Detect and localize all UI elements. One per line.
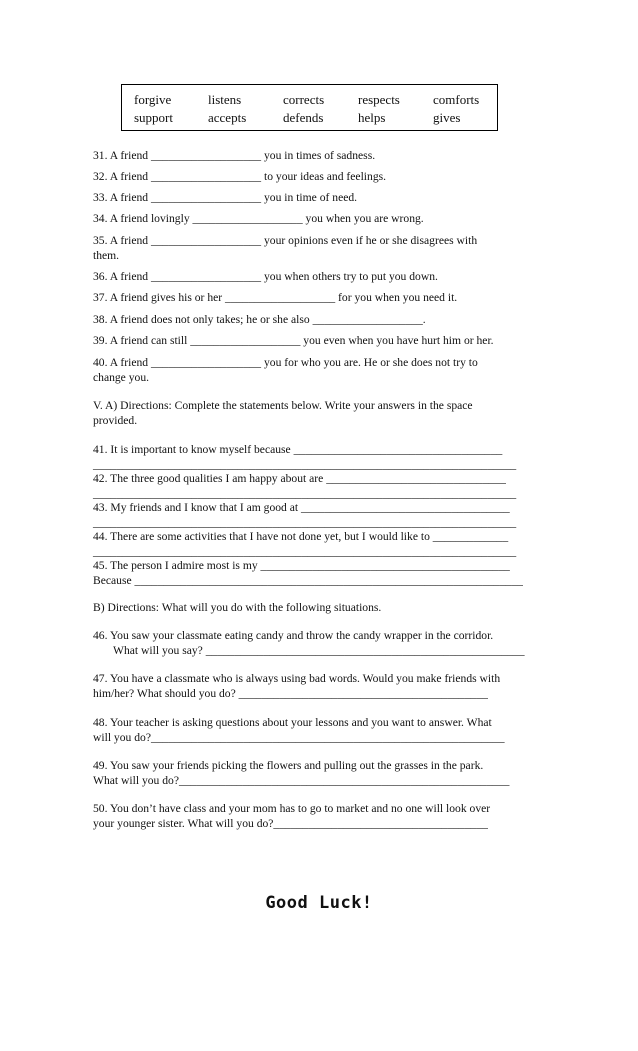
section-b-directions: B) Directions: What will you do with the following situations. bbox=[93, 601, 382, 614]
question-47: 47. You have a classmate who is always using bad words. Would you make friends with bbox=[93, 672, 501, 685]
question-31: 31. A friend ___________________ you in times of sadness. bbox=[93, 149, 376, 162]
question-35: 35. A friend ___________________ your opinions even if he or she disagrees with bbox=[93, 234, 478, 247]
question-32: 32. A friend ___________________ to your ideas and feelings. bbox=[93, 170, 387, 183]
word-bank-word: gives bbox=[433, 110, 461, 125]
question-49: 49. You saw your friends picking the flowers and pulling out the grasses in the park. bbox=[93, 759, 484, 772]
question-33: 33. A friend ___________________ you in time of need. bbox=[93, 191, 358, 204]
question-40-continued: change you. bbox=[93, 371, 150, 384]
word-bank-word: helps bbox=[358, 110, 386, 125]
question-39: 39. A friend can still ___________________ you even when you have hurt him or her. bbox=[93, 334, 494, 347]
closing-good-luck: Good Luck! bbox=[265, 893, 373, 913]
question-40: 40. A friend ___________________ you for who you are. He or she does not try to bbox=[93, 356, 478, 369]
question-50: 50. You don’t have class and your mom has to go to market and no one will look over bbox=[93, 802, 491, 815]
answer-line-44: _________________________________________________________________________ bbox=[93, 545, 517, 558]
answer-line-42: _________________________________________________________________________ bbox=[93, 487, 517, 500]
word-bank-word: accepts bbox=[208, 110, 247, 125]
question-48: 48. Your teacher is asking questions about your lessons and you want to answer. What bbox=[93, 716, 492, 729]
question-46: 46. You saw your classmate eating candy and throw the candy wrapper in the corridor. bbox=[93, 629, 494, 642]
word-bank-word: listens bbox=[208, 92, 242, 107]
question-49-prompt: What will you do?_________________________________________________________ bbox=[93, 774, 510, 787]
word-bank-word: corrects bbox=[283, 92, 325, 107]
question-45: 45. The person I admire most is my ___________________________________________ bbox=[93, 559, 510, 572]
question-46-prompt: What will you say? _______________________________________________________ bbox=[113, 644, 525, 657]
word-bank-word: support bbox=[134, 110, 173, 125]
question-37: 37. A friend gives his or her ___________________ for you when you need it. bbox=[93, 291, 458, 304]
question-44: 44. There are some activities that I have not done yet, but I would like to _____________ bbox=[93, 530, 509, 543]
question-50-prompt: your younger sister. What will you do?_____________________________________ bbox=[93, 817, 488, 830]
question-48-prompt: will you do?_____________________________________________________________ bbox=[93, 731, 505, 744]
question-41: 41. It is important to know myself because ____________________________________ bbox=[93, 443, 503, 456]
word-bank-word: defends bbox=[283, 110, 324, 125]
section-v-directions-continued: provided. bbox=[93, 414, 138, 427]
question-34: 34. A friend lovingly ___________________ you when you are wrong. bbox=[93, 212, 424, 225]
question-38: 38. A friend does not only takes; he or she also ___________________. bbox=[93, 313, 426, 326]
word-bank-word: forgive bbox=[134, 92, 172, 107]
answer-line-45-because: Because ___________________________________________________________________ bbox=[93, 574, 523, 587]
word-bank-box bbox=[121, 84, 498, 131]
question-36: 36. A friend ___________________ you when others try to put you down. bbox=[93, 270, 438, 283]
question-35-continued: them. bbox=[93, 249, 120, 262]
word-bank-word: respects bbox=[358, 92, 400, 107]
word-bank-row-2 bbox=[122, 110, 497, 126]
answer-line-41: _________________________________________________________________________ bbox=[93, 458, 517, 471]
question-47-prompt: him/her? What should you do? ___________________________________________ bbox=[93, 687, 488, 700]
word-bank-word: comforts bbox=[433, 92, 480, 107]
question-43: 43. My friends and I know that I am good at ____________________________________ bbox=[93, 501, 510, 514]
question-42: 42. The three good qualities I am happy about are _______________________________ bbox=[93, 472, 506, 485]
section-v-directions: V. A) Directions: Complete the statements below. Write your answers in the space bbox=[93, 399, 473, 412]
word-bank-row-1 bbox=[122, 92, 497, 108]
answer-line-43: _________________________________________________________________________ bbox=[93, 516, 517, 529]
